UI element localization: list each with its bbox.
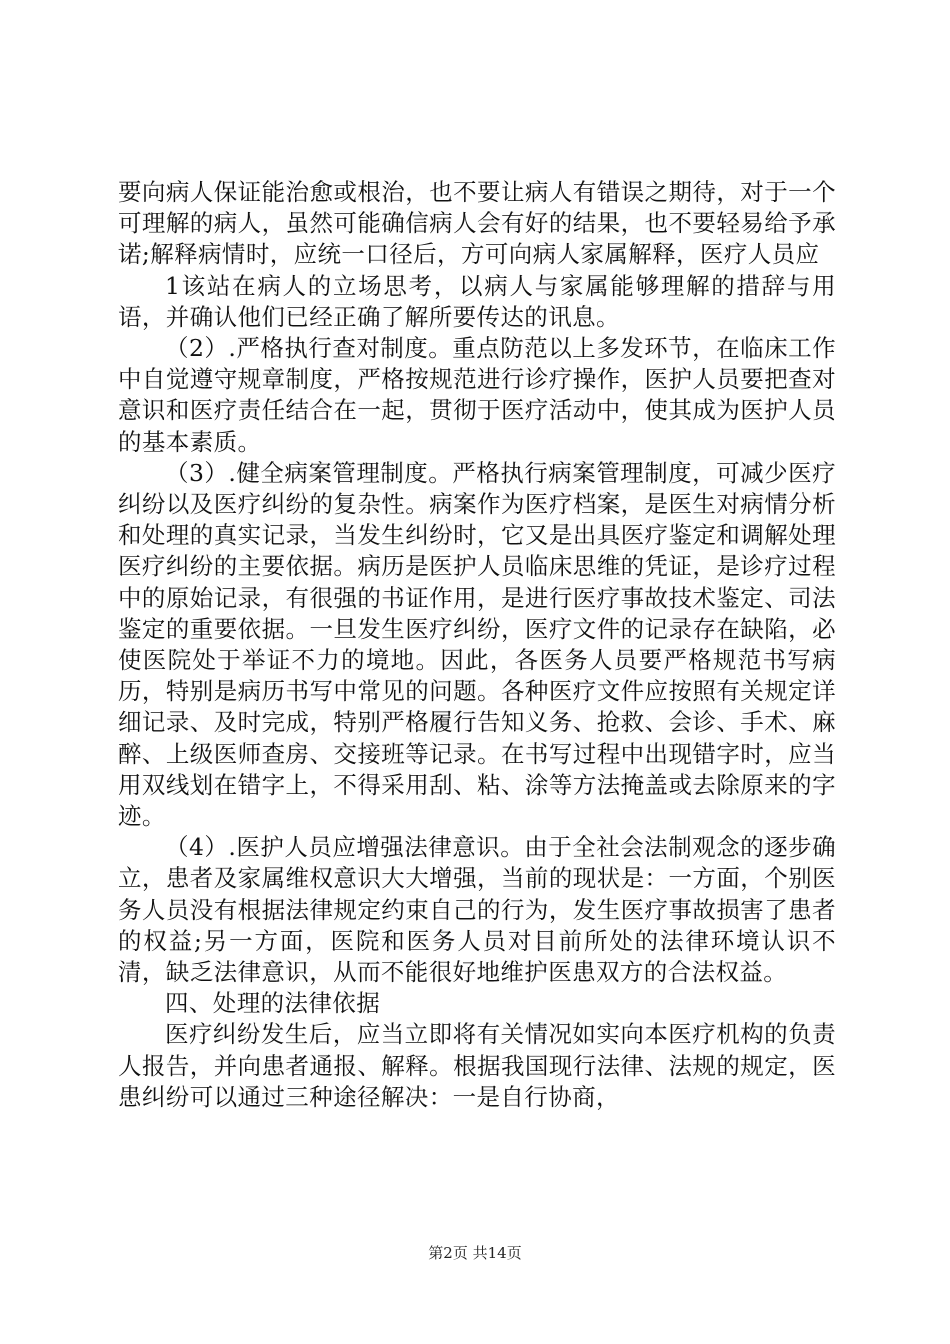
paragraph-6: 医疗纠纷发生后，应当立即将有关情况如实向本医疗机构的负责人报告，并向患者通报、解释。根据我国现行法律、法规的规定，医患纠纷可以通过三种途径解决：一是自行协商， [118,1020,836,1111]
paragraph-4: （3）.健全病案管理制度。严格执行病案管理制度，可减少医疗纠纷以及医疗纠纷的复杂性。病案作为医疗档案，是医生对病情分析和处理的真实记录，当发生纠纷时，它又是出具医疗鉴定和调解处理医疗纠纷的主要依据。病历是医护人员临床思维的凭证，是诊疗过程中的原始记录，有很强的书证作用，是进行医疗事故技术鉴定、司法鉴定的重要依据。一旦发生医疗纠纷，医疗文件的记录存在缺陷，必使医院处于举证不力的境地。因此，各医务人员要严格规范书写病历，特别是病历书写中常见的问题。各种医疗文件应按照有关规定详细记录、及时完成，特别严格履行告知义务、抢救、会诊、手术、麻醉、上级医师查房、交接班等记录。在书写过程中出现错字时，应当用双线划在错字上，不得采用刮、粘、涂等方法掩盖或去除原来的字迹。 [118,458,836,831]
paragraph-3: （2）.严格执行查对制度。重点防范以上多发环节，在临床工作中自觉遵守规章制度，严格按规范进行诊疗操作，医护人员要把查对意识和医疗责任结合在一起，贯彻于医疗活动中，使其成为医护人员的基本素质。 [118,334,836,456]
paragraph-1: 要向病人保证能治愈或根治，也不要让病人有错误之期待，对于一个可理解的病人，虽然可能确信病人会有好的结果，也不要轻易给予承诺;解释病情时，应统一口径后，方可向病人家属解释，医疗人员应 [118,178,836,269]
section-heading: 四、处理的法律依据 [165,989,381,1018]
page-number-footer: 第2页 共14页 [428,1244,522,1262]
paragraph-2: 1该站在病人的立场思考，以病人与家属能够理解的措辞与用语，并确认他们已经正确了解所要传达的讯息。 [118,271,836,331]
document-body [118,177,836,1113]
paragraph-5: （4）.医护人员应增强法律意识。由于全社会法制观念的逐步确立，患者及家属维权意识大大增强，当前的现状是：一方面，个别医务人员没有根据法律规定约束自己的行为，发生医疗事故损害了患者的权益;另一方面，医院和医务人员对目前所处的法律环境认识不清，缺乏法律意识，从而不能很好地维护医患双方的合法权益。 [118,833,836,987]
